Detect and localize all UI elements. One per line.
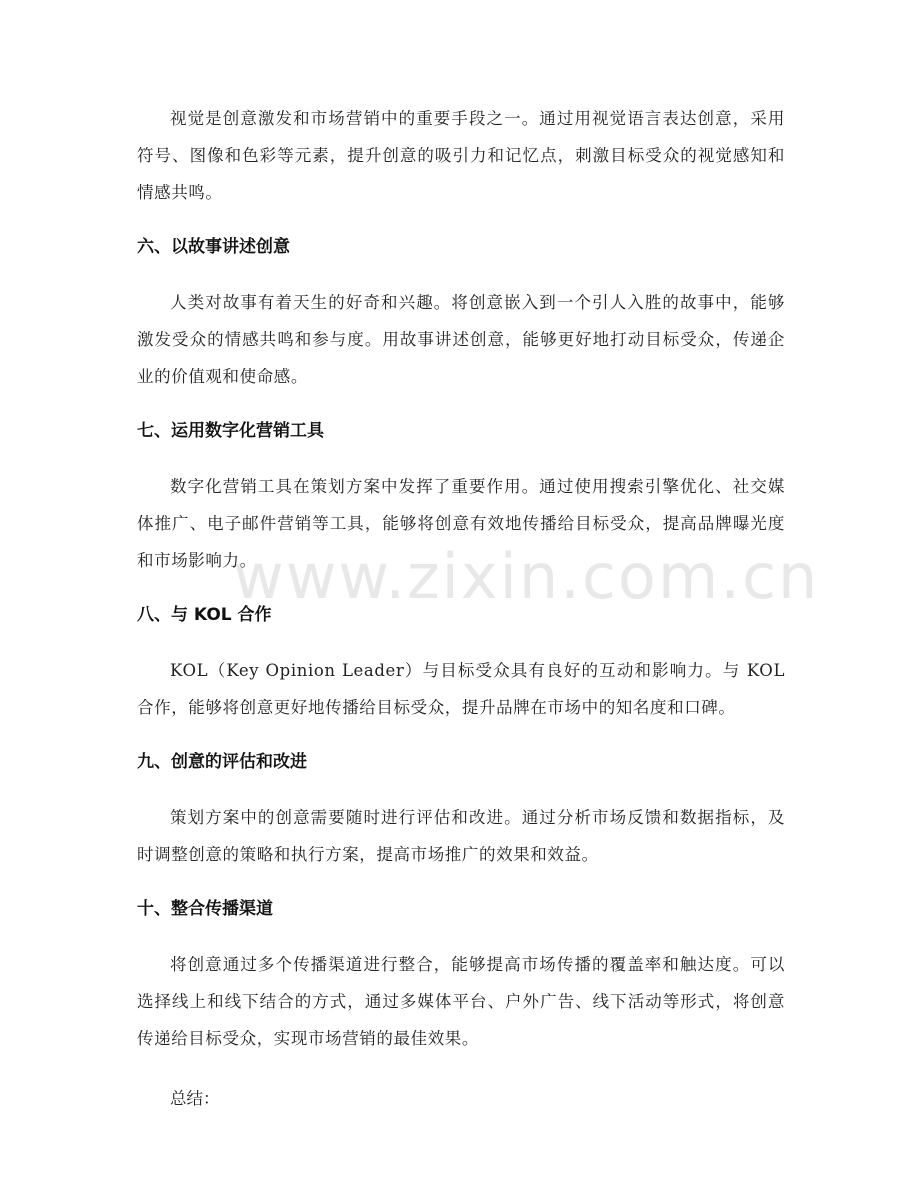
section-body-7: 数字化营销工具在策划方案中发挥了重要作用。通过使用搜索引擎优化、社交媒体推广、电子邮件营销等工具，能够将创意有效地传播给目标受众，提高品牌曝光度和市场影响力。 [137, 477, 785, 570]
section-heading-7: 七、运用数字化营销工具 [137, 421, 324, 441]
section-heading-10: 十、整合传播渠道 [137, 899, 273, 919]
watermark: www.zixin.com.cn [233, 540, 820, 613]
summary-label: 总结： [170, 1089, 220, 1108]
section-body-8: KOL（Key Opinion Leader）与目标受众具有良好的互动和影响力。与 KOL 合作，能够将创意更好地传播给目标受众，提升品牌在市场中的知名度和口碑。 [137, 661, 785, 717]
section-body-10: 将创意通过多个传播渠道进行整合，能够提高市场传播的覆盖率和触达度。可以选择线上和线下结合的方式，通过多媒体平台、户外广告、线下活动等形式，将创意传递给目标受众，实现市场营销的最佳效果。 [137, 955, 785, 1048]
intro-paragraph: 视觉是创意激发和市场营销中的重要手段之一。通过用视觉语言表达创意，采用符号、图像和色彩等元素，提升创意的吸引力和记忆点，刺激目标受众的视觉感知和情感共鸣。 [137, 109, 785, 202]
section-body-9: 策划方案中的创意需要随时进行评估和改进。通过分析市场反馈和数据指标，及时调整创意的策略和执行方案，提高市场推广的效果和效益。 [137, 808, 785, 864]
document-content [137, 100, 785, 1117]
section-body-6: 人类对故事有着天生的好奇和兴趣。将创意嵌入到一个引人入胜的故事中，能够激发受众的情感共鸣和参与度。用故事讲述创意，能够更好地打动目标受众，传递企业的价值观和使命感。 [137, 293, 785, 386]
section-heading-9: 九、创意的评估和改进 [137, 752, 307, 772]
section-heading-8: 八、与 KOL 合作 [137, 605, 272, 625]
section-heading-6: 六、以故事讲述创意 [137, 237, 290, 257]
